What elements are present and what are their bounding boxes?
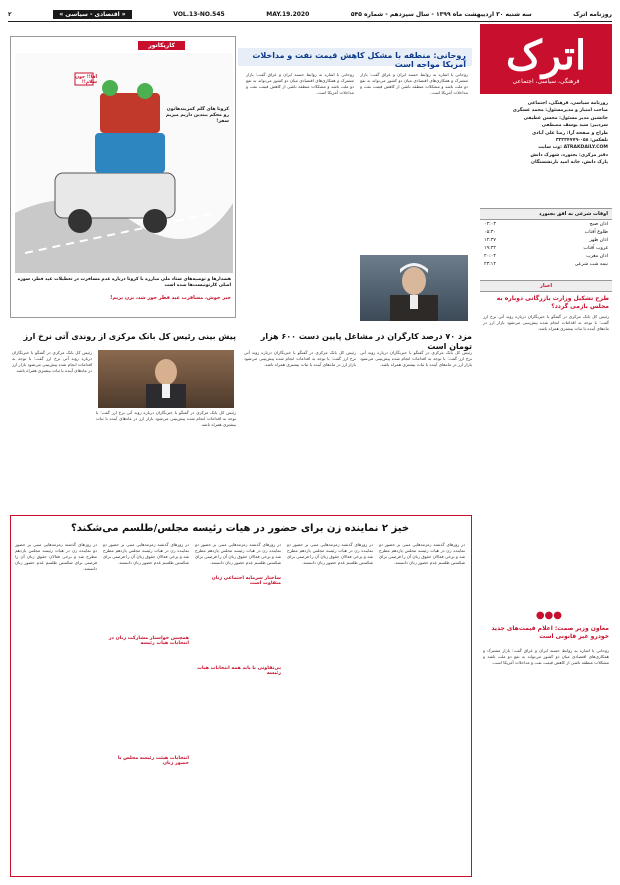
issue-info: سه شنبه ۳۰ اردیبهشت ماه ۱۳۹۹ - سال سیزدهم - شماره ۵۴۵ (350, 11, 532, 18)
rouhani-photo (360, 255, 468, 321)
cartoon-label: کاریکاتور (138, 41, 185, 50)
publisher-line: دفتر مرکزی: بجنورد، شهرک دانش (530, 152, 608, 158)
news-label: اخبار (480, 280, 612, 292)
news-item-body: روحانی با اشاره به روابط حسنه ایران و عراق گفت: بازار مشترک و همکاری‌های اقتصادی میان دو کشور می‌تواند به نفع دو ملت باشد و مشکلات منطقه ناشی از کاهش قیمت نفت و مداخلات آمریکا است. (483, 648, 609, 665)
publisher-line: صاحب امتیاز و مدیرمسئول: محمد عسگری (512, 108, 608, 114)
bottom-col-4: در روزهای گذشته زمزمه‌هایی مبنی بر حضور دو نماینده زن در هیات رئیسه مجلس یازدهم مطرح شد و برخی فعالان حقوق زنان آن را فرصتی برای شکستن طلسم عدم حضور زنان دانستند. (103, 542, 189, 565)
bottom-col-5: در روزهای گذشته زمزمه‌هایی مبنی بر حضور دو نماینده زن در هیات رئیسه مجلس یازدهم مطرح شد و برخی فعالان حقوق زنان آن را فرصتی برای شکستن طلسم عدم حضور زنان دانستند. (15, 542, 97, 571)
date-en: MAY.19.2020 (266, 11, 310, 18)
bottom-col-1: در روزهای گذشته زمزمه‌هایی مبنی بر حضور دو نماینده زن در هیات رئیسه مجلس یازدهم مطرح شد و برخی فعالان حقوق زنان آن را فرصتی برای شکستن طلسم عدم حضور زنان دانستند. (379, 542, 465, 565)
publisher-line: جانشین مدیر مسئول: محسن عطیقی (523, 115, 608, 121)
bottom-story (10, 515, 472, 877)
mid-left-headline: پیش بینی رئیس کل بانک مرکزی از روندی آتی نرخ ارز (23, 332, 236, 341)
bottom-headline: خیز ۲ نماینده زن برای حضور در هیات رئیسه مجلس/طلسم می‌شکند؟ (70, 523, 410, 534)
prayer-row: اذان مغرب ۲۰:۰۴ (484, 253, 608, 259)
publisher-line: پارک دانش، خانه امید بازنشستگان (531, 160, 608, 166)
logo: اترک (505, 31, 587, 79)
tagline: فرهنگی، سیاسی، اجتماعی (512, 77, 580, 85)
mid-right-body-2: رئیس کل بانک مرکزی در گفتگو با خبرنگاران درباره روند آتی نرخ ارز گفت: با توجه به اقدامات انجام شده پیش‌بینی می‌شود بازار ارز در ماه‌های آینده با ثبات بیشتری همراه باشد. (244, 350, 356, 367)
volume: VOL.13-NO.545 (173, 11, 225, 18)
publisher-box (480, 97, 612, 205)
cartoon-image (15, 53, 233, 273)
cartoon-sign: کرونا های گلم کمربندهاتون رو محکم ببندین داریم میریم سفر! (165, 107, 229, 124)
cartoon-bubble: آقا!! جون سلام!! (75, 75, 97, 85)
publisher-line: طراح و صفحه آرا: رضا علی آبادی (531, 130, 608, 136)
portrait-icon (360, 255, 468, 321)
prayer-row: غروب آفتاب ۱۹:۳۲ (484, 245, 608, 251)
prayer-row: طلوع آفتاب ۰۵:۳۰ (484, 229, 608, 235)
news-sidebar (480, 280, 612, 878)
news-item-title: طرح تشکیل وزارت بازرگانی دوباره به مجلس بازمی گردد؟ (496, 295, 609, 310)
prayer-title: اوقات شرعی به افق بجنورد (480, 208, 612, 220)
prayer-times-box (480, 208, 612, 276)
cartoon-caption-2: خبر خوش، مسافرت عید فطر جور شد، بزن بریم! (110, 295, 231, 301)
news-item-body: رئیس کل بانک مرکزی در گفتگو با خبرنگاران درباره روند آتی نرخ ارز گفت: با توجه به اقدامات انجام شده پیش‌بینی می‌شود بازار ارز در ماه‌های آینده با ثبات بیشتری همراه باشد. (483, 314, 609, 331)
bottom-subhead: انتخابات هیئت رئیسه مجلس با حضور زنان (103, 756, 189, 766)
prayer-row: اذان صبح ۰۴:۰۳ (484, 221, 608, 227)
governor-photo (98, 350, 234, 408)
news-item-title: معاون وزیر صمت: اعلام قیمت‌های جدید خودرو غیر قانونی است (491, 625, 609, 640)
prayer-row: نیمه شب شرعی ۲۳:۱۴ (484, 261, 608, 267)
bottom-subhead: همچنین خواستار مشارکت زنان در انتخابات هیات رئیسه (103, 636, 189, 646)
publisher-line: تلفکس: ۰۵۸-۳۲۲۳۴۷۷۹ (555, 138, 608, 144)
bottom-subhead: ساختار سرمایه اجتماعی زنان متفاوت است (195, 576, 281, 586)
prayer-row: اذان ظهر ۱۲:۳۷ (484, 237, 608, 243)
section-label: « اقتصادی - سیاسی » (53, 10, 131, 19)
mid-right-headline: مزد ۷۰ درصد کارگران در مشاغل پایین دست ۶۰۰ هزار تومان است (260, 332, 472, 351)
lead-headline: روحانی: منطقه با مشکل کاهش قیمت نفت و مداخلات آمریکا مواجه است (238, 48, 472, 66)
paper-name: روزنامه اترک (573, 11, 612, 18)
lead-body-col2: روحانی با اشاره به روابط حسنه ایران و عراق گفت: بازار مشترک و همکاری‌های اقتصادی میان دو کشور می‌تواند به نفع دو ملت باشد و مشکلات منطقه ناشی از کاهش قیمت نفت و مداخلات آمریکا است. (246, 72, 354, 95)
page-number: ۲ (8, 11, 12, 18)
bottom-col-2: در روزهای گذشته زمزمه‌هایی مبنی بر حضور دو نماینده زن در هیات رئیسه مجلس یازدهم مطرح شد و برخی فعالان حقوق زنان آن را فرصتی برای شکستن طلسم عدم حضور زنان دانستند. (287, 542, 373, 565)
bottom-col-3: در روزهای گذشته زمزمه‌هایی مبنی بر حضور دو نماینده زن در هیات رئیسه مجلس یازدهم مطرح شد و برخی فعالان حقوق زنان آن را فرصتی برای شکستن طلسم عدم حضور زنان دانستند. (195, 542, 281, 565)
lead-body-col1: روحانی با اشاره به روابط حسنه ایران و عراق گفت: بازار مشترک و همکاری‌های اقتصادی میان دو کشور می‌تواند به نفع دو ملت باشد و مشکلات منطقه ناشی از کاهش قیمت نفت و مداخلات آمریکا است. (360, 72, 468, 95)
publisher-line: روزنامه سیاسی، فرهنگی، اجتماعی (527, 101, 608, 106)
news-divider: ●●● (535, 610, 562, 621)
mid-left-body-2: رئیس کل بانک مرکزی در گفتگو با خبرنگاران درباره روند آتی نرخ ارز گفت: با توجه به اقدامات انجام شده پیش‌بینی می‌شود بازار ارز در ماه‌های آینده با ثبات بیشتری همراه باشد. (96, 410, 236, 427)
publisher-line: ATRAKDAILY.COM :وب سایت (538, 145, 608, 151)
top-bar (8, 8, 612, 22)
mid-left-body: رئیس کل بانک مرکزی در گفتگو با خبرنگاران درباره روند آتی نرخ ارز گفت: با توجه به اقدامات انجام شده پیش‌بینی می‌شود بازار ارز در ماه‌های آینده با ثبات بیشتری همراه باشد. (12, 350, 92, 373)
bottom-subhead: بی‌تفاوتی یا باید همه انتخابات هیات رئیسه (195, 666, 281, 676)
mid-right-body: رئیس کل بانک مرکزی در گفتگو با خبرنگاران درباره روند آتی نرخ ارز گفت: با توجه به اقدامات انجام شده پیش‌بینی می‌شود بازار ارز در ماه‌های آینده با ثبات بیشتری همراه باشد. (360, 350, 472, 367)
publisher-line: سردبیر: سید یوسف مصطفی (541, 123, 608, 129)
portrait-icon (98, 350, 234, 408)
cartoon-caption: هشدارها و توصیه‌های ستاد ملی مبارزه با کرونا درباره عدم مسافرت در تعطیلات عید فطر، سوژه اصلی کارتونیست‌ها شده است (17, 277, 231, 288)
masthead (480, 24, 612, 94)
cartoon-box (10, 36, 236, 318)
